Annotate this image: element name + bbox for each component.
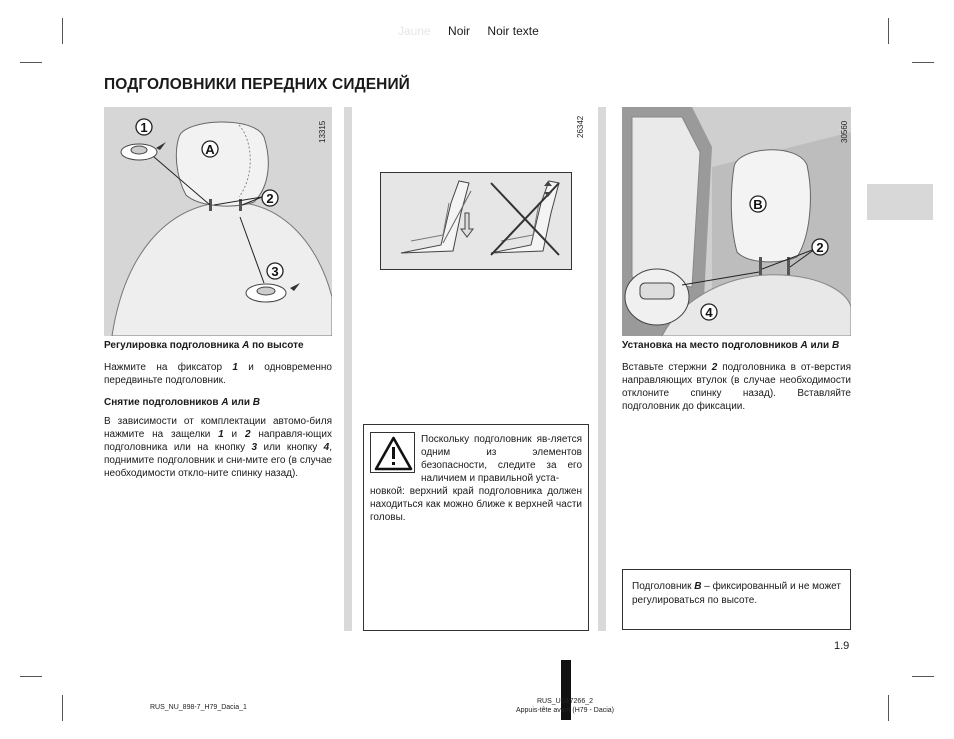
figure1-callout-1: 1 <box>140 120 148 135</box>
para-height-adjustment: Нажмите на фиксатор 1 и одновременно передвиньте подголовник. <box>104 361 332 386</box>
warning-triangle-icon <box>371 433 416 474</box>
seating-position-illustration <box>381 173 571 269</box>
crop-mark <box>888 695 889 721</box>
page-number: 1.9 <box>834 640 850 652</box>
warning-box <box>363 424 589 631</box>
color-label-black: Noir <box>448 24 471 38</box>
warning-icon-box <box>370 432 415 473</box>
figure-headrest-installation <box>622 107 851 336</box>
color-label-black-text: Noir texte <box>487 24 539 38</box>
heading-height-adjustment: Регулировка подголовника A по высоте <box>104 340 304 351</box>
left-column <box>104 340 332 480</box>
color-labels <box>398 24 553 38</box>
figure3-code: 30560 <box>840 120 849 143</box>
section-tab <box>867 184 933 220</box>
warning-text-first: Поскольку подголовник яв-ляется одним из элементов безопасности, следите за его наличием и правильной уста- <box>421 434 582 484</box>
figure3-callout-b: B <box>753 197 763 212</box>
figure3-callout-4: 4 <box>705 305 713 320</box>
heading-removal: Снятие подголовников A или B <box>104 396 260 408</box>
figure1-callout-2: 2 <box>266 191 274 206</box>
crop-mark <box>20 62 42 63</box>
crop-mark <box>62 695 63 721</box>
crop-mark <box>20 676 42 677</box>
middle-right-bar <box>598 107 606 631</box>
installation-illustration <box>622 107 851 336</box>
footer-doc-ref <box>490 697 640 715</box>
figure3-callout-2: 2 <box>816 240 824 255</box>
right-column <box>622 340 851 413</box>
crop-mark <box>912 62 934 63</box>
footer-doc-code: RUS_UD17266_2 <box>536 698 594 705</box>
color-label-yellow: Jaune <box>398 24 431 38</box>
para-installation: Вставьте стержни 2 подголовника в от-верстия направляющих втулок (в случае необходимости отклоните спинку назад). Вставляйте подголовник до фиксации. <box>622 361 851 412</box>
figure-headrest-adjustment <box>104 107 332 336</box>
footer-doc-title: Appuis-tête avant (H79 - Dacia) <box>515 707 615 714</box>
crop-mark <box>62 18 63 44</box>
figure-seating-position <box>380 172 572 270</box>
figure1-callout-a: A <box>205 142 215 157</box>
heading-installation: Установка на место подголовников A или B <box>622 340 840 351</box>
footer-file-name: RUS_NU_898-7_H79_Dacia_1 <box>150 704 247 711</box>
para-removal: В зависимости от комплектации автомо-биля нажмите на защелки 1 и 2 направля-ющих подголовника или на кнопку 3 или кнопку 4, поднимите подголовник и сни-мите его (в случае необходимости откло-ните спинку назад). <box>104 416 332 479</box>
note-box: Подголовник B – фиксированный и не может регулироваться по высоте. <box>622 569 851 630</box>
warning-text-rest: новкой: верхний край подголовника должен находиться как можно ближе к верхней части головы. <box>370 486 582 523</box>
middle-left-bar <box>344 107 352 631</box>
figure1-callout-3: 3 <box>271 264 279 279</box>
headrest-illustration <box>104 107 332 336</box>
figure2-code: 26342 <box>576 115 585 138</box>
crop-mark <box>912 676 934 677</box>
page-title: ПОДГОЛОВНИКИ ПЕРЕДНИХ СИДЕНИЙ <box>104 76 410 93</box>
crop-mark <box>888 18 889 44</box>
figure1-code: 13315 <box>318 120 327 143</box>
